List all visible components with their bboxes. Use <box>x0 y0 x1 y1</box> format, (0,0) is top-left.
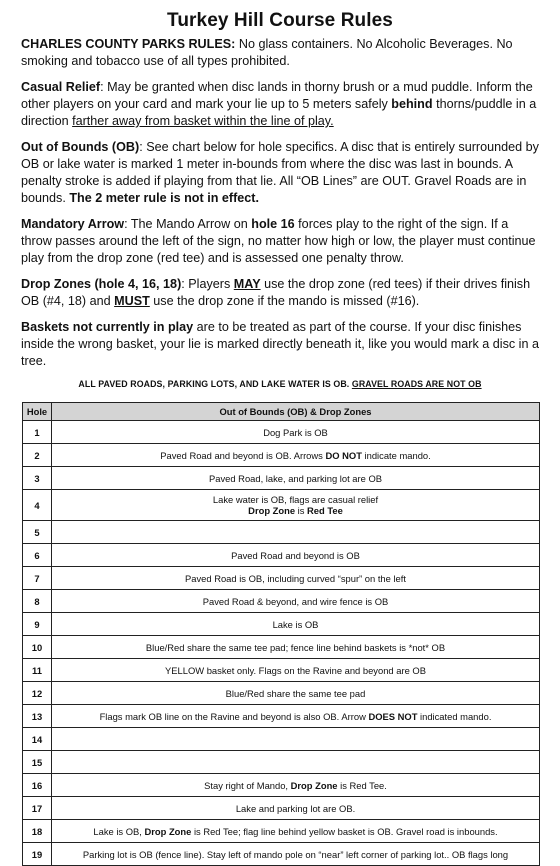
hole-description <box>52 843 540 866</box>
rule-emphasis: MUST <box>114 294 150 308</box>
table-row <box>23 521 540 544</box>
description-text: Paved Road is OB, including curved “spur” on the left <box>185 572 406 584</box>
table-body <box>23 421 540 866</box>
rule-text: : See chart below for hole specifics. A disc that is entirely surrounded by OB or lake water is marked 1 meter in-bounds from where the disc was last in bounds. A penalty stroke is added if playing from that lie. All “OB Lines” are OUT. Gravel Roads are in bounds. <box>21 140 539 205</box>
description-text: Paved Road and beyond is OB <box>231 549 360 561</box>
description-text: Lake and parking lot are OB. <box>235 802 356 814</box>
hole-description <box>52 444 540 467</box>
hole-description <box>52 521 540 544</box>
hole-number: 18 <box>23 820 52 843</box>
hole-description <box>52 590 540 613</box>
hole-table <box>22 402 540 866</box>
hole-number: 6 <box>23 544 52 567</box>
description-emphasis: Drop Zone <box>144 825 192 837</box>
rule-text: : May be granted when disc lands in thorny brush or a mud puddle. Inform the other players on your card and mark your lie up to 5 meters safely <box>21 80 533 111</box>
hole-number: 19 <box>23 843 52 866</box>
description-text: Paved Road, lake, and parking lot are OB <box>208 472 383 484</box>
rule-label: Drop Zones (hole 4, 16, 18) <box>21 277 182 291</box>
hole-description <box>52 467 540 490</box>
rule-casual-relief <box>21 79 541 130</box>
note-emphasis: GRAVEL ROADS ARE NOT OB <box>351 379 482 389</box>
hole-description <box>52 774 540 797</box>
description-text: Stay right of Mando, <box>204 779 291 791</box>
rule-emphasis: behind <box>391 97 433 111</box>
page-title: Turkey Hill Course Rules <box>167 10 393 31</box>
rule-mandatory-arrow <box>21 216 541 267</box>
rule-label: Baskets not currently in play <box>21 320 194 334</box>
table-row <box>23 705 540 728</box>
description-emphasis: DO NOT <box>325 449 362 461</box>
rule-text: : The Mando Arrow on <box>124 217 252 231</box>
table-row <box>23 636 540 659</box>
description-text: Paved Road & beyond, and wire fence is OB <box>202 595 389 607</box>
rules-section <box>21 36 541 379</box>
table-row <box>23 751 540 774</box>
table-row <box>23 467 540 490</box>
hole-number: 10 <box>23 636 52 659</box>
ob-note <box>0 379 560 389</box>
rule-label: Mandatory Arrow <box>21 217 125 231</box>
hole-number: 16 <box>23 774 52 797</box>
hole-number: 8 <box>23 590 52 613</box>
table-row <box>23 444 540 467</box>
description-text: is Red Tee; flag line behind yellow basket is OB. Gravel road is inbounds. <box>191 825 498 837</box>
rule-county-parks <box>21 36 541 70</box>
hole-number: 15 <box>23 751 52 774</box>
rule-text: use the drop zone (red tees) if their drives finish OB (#4, 18) and <box>21 277 531 308</box>
description-text: Blue/Red share the same tee pad; fence line behind baskets is *not* OB <box>145 641 446 653</box>
description-emphasis: Drop Zone <box>248 505 296 516</box>
table-row <box>23 590 540 613</box>
table-row <box>23 544 540 567</box>
table-header-row <box>23 403 540 421</box>
rule-text: forces play to the right of the sign. If a throw passes around the left of the sign, no matter how high or low, the player must continue play from the drop zone (red tee) and is assessed one penalty throw. <box>21 217 536 265</box>
hole-number: 1 <box>23 421 52 444</box>
description-text: is Red Tee. <box>337 779 387 791</box>
note-text: ALL PAVED ROADS, PARKING LOTS, AND LAKE WATER IS OB. <box>78 379 352 389</box>
hole-number: 3 <box>23 467 52 490</box>
hole-description <box>52 820 540 843</box>
rule-label: Casual Relief <box>21 80 101 94</box>
rule-underline: farther away from basket within the line of play. <box>72 114 334 128</box>
description-text: Dog Park is OB <box>263 426 328 438</box>
hole-description <box>52 421 540 444</box>
description-text: Parking lot is OB (fence line). Stay left of mando pole on “near” left corner of parking lot.. OB flags long <box>82 848 509 860</box>
rule-text: thorns/puddle in a direction <box>21 97 537 128</box>
table-row <box>23 843 540 866</box>
hole-number: 4 <box>23 490 52 521</box>
rule-text: are to be treated as part of the course. If your disc finishes inside the wrong basket, your lie is marked directly beneath it, like you would mark a disc in a tree. <box>21 320 539 368</box>
rule-text: : Players <box>181 277 234 291</box>
description-text: is <box>295 505 308 516</box>
hole-description <box>52 659 540 682</box>
rule-emphasis: The 2 meter rule is not in effect. <box>69 191 259 205</box>
hole-description <box>52 682 540 705</box>
rule-emphasis: MAY <box>233 277 261 291</box>
table-row <box>23 728 540 751</box>
description-text: Lake is OB, <box>93 825 145 837</box>
hole-number: 12 <box>23 682 52 705</box>
hole-number: 9 <box>23 613 52 636</box>
description-text: Blue/Red share the same tee pad <box>225 687 366 699</box>
table-row <box>23 682 540 705</box>
rule-out-of-bounds <box>21 139 541 207</box>
hole-description <box>52 567 540 590</box>
hole-number: 13 <box>23 705 52 728</box>
description-emphasis: Drop Zone <box>290 779 338 791</box>
table-row <box>23 659 540 682</box>
hole-number: 11 <box>23 659 52 682</box>
rule-drop-zones <box>21 276 541 310</box>
hole-description <box>52 490 540 521</box>
table-row <box>23 820 540 843</box>
hole-description <box>52 544 540 567</box>
table-row <box>23 421 540 444</box>
description-text: Lake is OB <box>272 618 319 630</box>
hole-description <box>52 797 540 820</box>
hole-number: 5 <box>23 521 52 544</box>
table-row <box>23 774 540 797</box>
hole-description <box>52 636 540 659</box>
description-text: indicated mando. <box>417 710 492 722</box>
hole-number: 7 <box>23 567 52 590</box>
hole-number: 2 <box>23 444 52 467</box>
description-text: YELLOW basket only. Flags on the Ravine and beyond are OB <box>165 664 426 676</box>
description-text: indicate mando. <box>361 449 431 461</box>
rule-label: Out of Bounds (OB) <box>21 140 140 154</box>
rule-text: No glass containers. No Alcoholic Beverages. No smoking and tobacco use of all types prohibited. <box>21 37 513 68</box>
table-row <box>23 797 540 820</box>
hole-number: 14 <box>23 728 52 751</box>
rule-label: CHARLES COUNTY PARKS RULES: <box>21 37 236 51</box>
table-row <box>23 490 540 521</box>
description-text: Lake water is OB, flags are casual relief <box>212 494 379 505</box>
description-text: Paved Road and beyond is OB. Arrows <box>160 449 326 461</box>
rule-text: use the drop zone if the mando is missed (#16). <box>149 294 420 308</box>
description-emphasis: DOES NOT <box>368 710 418 722</box>
hole-description <box>52 705 540 728</box>
table-row <box>23 567 540 590</box>
hole-description <box>52 751 540 774</box>
description-text: Flags mark OB line on the Ravine and beyond is also OB. Arrow <box>99 710 369 722</box>
description-emphasis: Red Tee <box>307 505 343 516</box>
header-description: Out of Bounds (OB) & Drop Zones <box>52 403 540 421</box>
table-row <box>23 613 540 636</box>
rule-baskets <box>21 319 541 370</box>
header-hole: Hole <box>23 403 52 421</box>
hole-description <box>52 613 540 636</box>
rule-emphasis: hole 16 <box>251 217 295 231</box>
hole-description <box>52 728 540 751</box>
hole-number: 17 <box>23 797 52 820</box>
